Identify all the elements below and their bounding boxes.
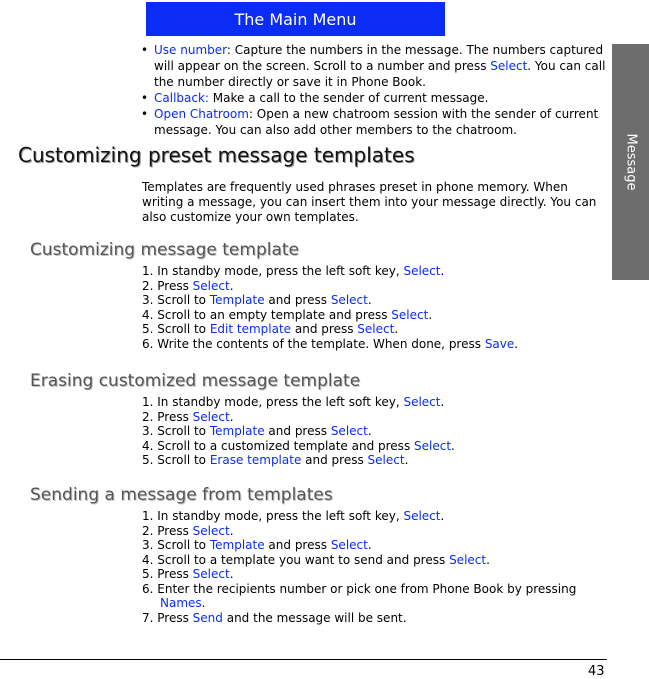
side-tab-message	[612, 44, 649, 280]
list-item: 2. Press Select.	[142, 523, 234, 538]
list-item: • Open Chatroom: Open a new chatroom session with the sender of current message. You can also add other members to the chatroom.	[141, 106, 606, 138]
list-item: 7. Press Send and the message will be sent.	[142, 610, 407, 625]
option-list	[141, 42, 606, 138]
list-item: 1. In standby mode, press the left soft key, Select.	[142, 395, 445, 409]
list-item: 1. In standby mode, press the left soft key, Select.	[142, 264, 445, 278]
footer-divider	[0, 659, 607, 660]
list-item: 3. Scroll to Template and press Select.	[142, 293, 372, 307]
list-item: 2. Press Select.	[142, 409, 234, 424]
main-menu-banner	[146, 2, 445, 36]
list-item: • Use number: Capture the numbers in the message. The numbers captured will appear on the screen. Scroll to a number and press Select. You can call the number directly or save it in Phone Book.	[141, 42, 606, 90]
section-intro: Templates are frequently used phrases preset in phone memory. When writing a message, you can insert them into your message directly. You can also customize your own templates.	[142, 180, 597, 224]
customizing-title: Customizing message template	[30, 240, 300, 260]
erasing-steps	[142, 395, 608, 468]
list-item: 5. Press Select.	[142, 567, 234, 581]
list-item: 5. Scroll to Erase template and press Select.	[142, 453, 409, 467]
list-item: 4. Scroll to an empty template and press Select.	[142, 307, 433, 322]
list-item: 5. Scroll to Edit template and press Select.	[142, 322, 399, 336]
list-item: 4. Scroll to a template you want to send and press Select.	[142, 552, 490, 567]
banner-title: The Main Menu	[234, 9, 357, 29]
erasing-title: Erasing customized message template	[30, 371, 361, 391]
list-item: 2. Press Select.	[142, 278, 234, 293]
list-item: 3. Scroll to Template and press Select.	[142, 424, 372, 438]
list-item: 4. Scroll to a customized template and press Select.	[142, 438, 455, 453]
list-item: • Callback: Make a call to the sender of current message.	[141, 90, 606, 106]
list-item: 6. Enter the recipients number or pick one from Phone Book by pressing Names.	[142, 581, 577, 610]
section-title: Customizing preset message templates	[18, 143, 415, 167]
page-number: 43	[588, 664, 605, 679]
sending-title: Sending a message from templates	[30, 485, 333, 505]
list-item: 6. Write the contents of the template. When done, press Save.	[142, 336, 519, 351]
side-tab-label: Message	[623, 133, 638, 191]
customizing-steps	[142, 264, 608, 351]
sending-steps	[142, 509, 608, 625]
list-item: 3. Scroll to Template and press Select.	[142, 538, 372, 552]
list-item: 1. In standby mode, press the left soft key, Select.	[142, 509, 445, 523]
